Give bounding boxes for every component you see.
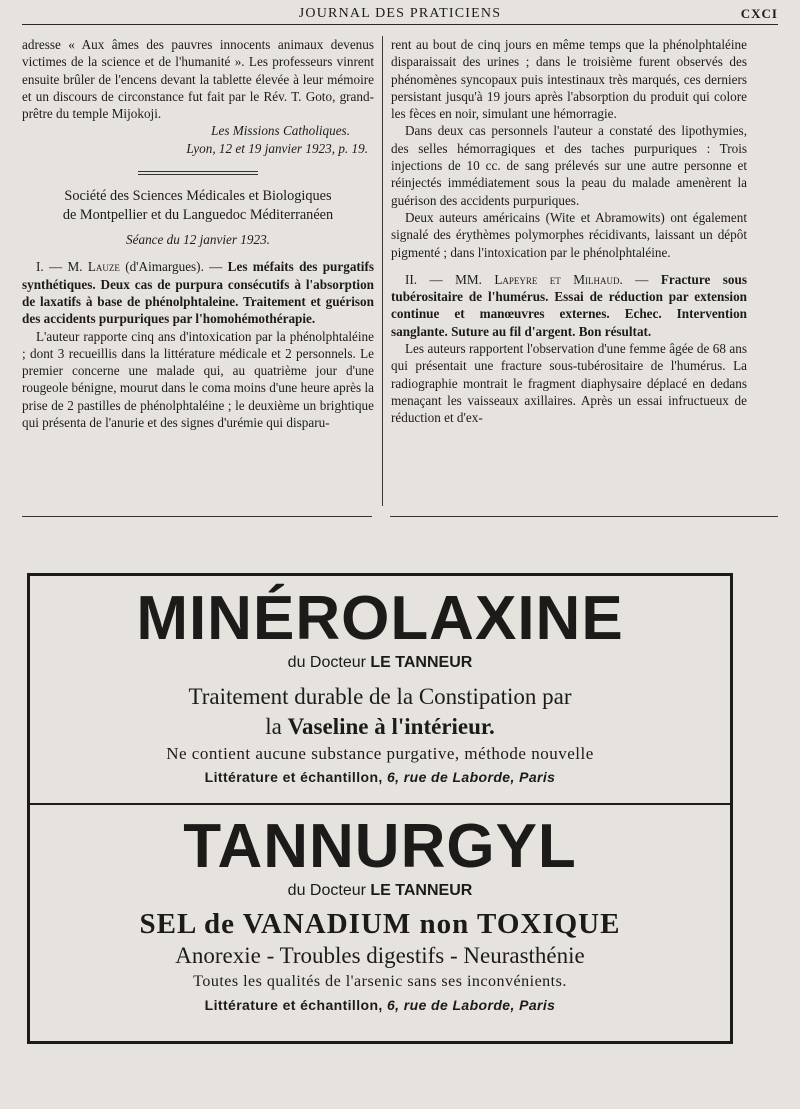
minerolaxine-literature: Littérature et échantillon, 6, rue de Laborde, Paris xyxy=(204,769,556,785)
item1-body: L'auteur rapporte cinq ans d'intoxication par la phénolphtaléine ; dont 3 recueillis dans la littérature médicale et 2 personnels. Le premier concerne une malade qui, au quatrième jour d'une rougeole bénigne, mourut dans le coma moins d'une heure après la prise de 2 pastilles de phénolphtaléine ; le deuxième un brightique qui présenta de l'anurie et des signes d'urémie qui disparu- xyxy=(22,328,374,431)
page-number: CXCI xyxy=(740,6,778,21)
left-column xyxy=(22,36,374,431)
journal-title: JOURNAL DES PRATICIENS xyxy=(298,6,502,21)
item2-prefix: II. — MM. xyxy=(405,271,495,287)
right-paragraph-1: rent au bout de cinq jours en même temps que la phénolphtaléine disparaissait des urines ; dans le troisième furent observés des phénomènes syncopaux puis intestinaux très marqués, ces derniers persistant jusqu'à 19 jours après l'absorption du produit qui colore les fèces en noir, simulant une hémorragie. xyxy=(391,37,747,122)
minerolaxine-brand: MINÉROLAXINE xyxy=(136,584,624,653)
quote-paragraph: adresse « Aux âmes des pauvres innocents animaux devenus victimes de la science et de l'humanité ». Les professeurs vinrent ensuite brûler de l'encens devant la tablette élevée à leur mémoire et un discours de circonstance fut fait par le Rév. T. Goto, grand-prêtre du temple Mijokoji. xyxy=(22,37,374,122)
item2-title: Fracture sous tubérositaire de l'humérus. Essai de réduction par extension continue et manœuvres externes. Echec. Intervention sanglante. Suture au fil d'argent. Bon résultat. xyxy=(391,271,747,339)
item1-heading xyxy=(22,258,374,327)
minerolaxine-doctor-name: LE TANNEUR xyxy=(370,654,473,671)
tannurgyl-doctor-name: LE TANNEUR xyxy=(370,882,473,899)
source-name: Les Missions Catholiques. xyxy=(211,123,350,139)
minerolaxine-doctor: du Docteur LE TANNEUR xyxy=(287,654,473,671)
minerolaxine-line-1: Traitement durable de la Constipation par xyxy=(188,684,572,709)
tannurgyl-brand: TANNURGYL xyxy=(183,812,577,881)
item1-prefix: I. — M. xyxy=(36,259,88,275)
society-line-1: Société des Sciences Médicales et Biologiques xyxy=(64,188,332,205)
source-reference: Lyon, 12 et 19 janvier 1923, p. 19. xyxy=(186,140,368,156)
tannurgyl-line-3: Toutes les qualités de l'arsenic sans ses inconvénients. xyxy=(193,973,567,990)
column-end-rules xyxy=(22,516,778,520)
item2-heading xyxy=(391,271,747,340)
item1-place: (d'Aimargues). — xyxy=(119,259,228,275)
header-rule xyxy=(22,24,778,25)
society-line-2: de Montpellier et du Languedoc Méditerranéen xyxy=(62,207,334,224)
page-header xyxy=(22,4,778,24)
ad-minerolaxine xyxy=(30,586,730,788)
item2-authors: Lapeyre et Milhaud xyxy=(494,271,620,287)
minerolaxine-address: 6, rue de Laborde, Paris xyxy=(387,769,556,785)
item2-dash: . — xyxy=(619,271,661,287)
section-divider xyxy=(138,171,258,175)
tannurgyl-line-2: Anorexie - Troubles digestifs - Neurasthénie xyxy=(175,943,585,968)
right-paragraph-3: Deux auteurs américains (Wite et Abramowits) ont également signalé des érythèmes polymorphes récidivants, laissant un dépôt pigmenté ; dans l'intoxication par le phénolphtaléine. xyxy=(391,209,747,260)
item1-author: Lauze xyxy=(87,259,120,275)
tannurgyl-address: 6, rue de Laborde, Paris xyxy=(387,997,556,1013)
ad-tannurgyl xyxy=(30,814,730,1016)
minerolaxine-line-2: la Vaseline à l'intérieur. xyxy=(265,714,495,739)
item2-body: Les auteurs rapportent l'observation d'une femme âgée de 68 ans qui présentait une fracture sous-tubérositaire de l'humérus. La radiographie montrait le fragment diaphysaire déplacé en dedans menaçant les vaisseaux axillaires. Après un essai infructueux de réduction et d'ex- xyxy=(391,341,747,426)
ad-divider xyxy=(30,803,730,805)
tannurgyl-doctor: du Docteur LE TANNEUR xyxy=(287,882,473,899)
right-paragraph-2: Dans deux cas personnels l'auteur a constaté des lipothymies, des selles hémorragiques et des taches purpuriques : Trois injections de 10 cc. de sang prélevés sur une autre personne et réinjectés immédiatement sous la peau du malade amenèrent la guérison des accidents purpuriques. xyxy=(391,123,747,208)
society-heading xyxy=(22,187,374,225)
advertisement-box xyxy=(27,573,733,1044)
tannurgyl-line-1: SEL de VANADIUM non TOXIQUE xyxy=(139,908,621,940)
column-divider xyxy=(382,36,383,506)
right-column xyxy=(391,36,747,427)
minerolaxine-line-3: Ne contient aucune substance purgative, méthode nouvelle xyxy=(166,744,594,763)
seance-date: Séance du 12 janvier 1923. xyxy=(126,232,270,248)
item1-title: Les méfaits des purgatifs synthétiques. Deux cas de purpura consécutifs à l'absorption de laxatifs à base de phénolphtaleine. Traitement et guérison des accidents purpuriques par l'homohémothérapie. xyxy=(22,259,374,327)
tannurgyl-literature: Littérature et échantillon, 6, rue de Laborde, Paris xyxy=(204,997,556,1013)
